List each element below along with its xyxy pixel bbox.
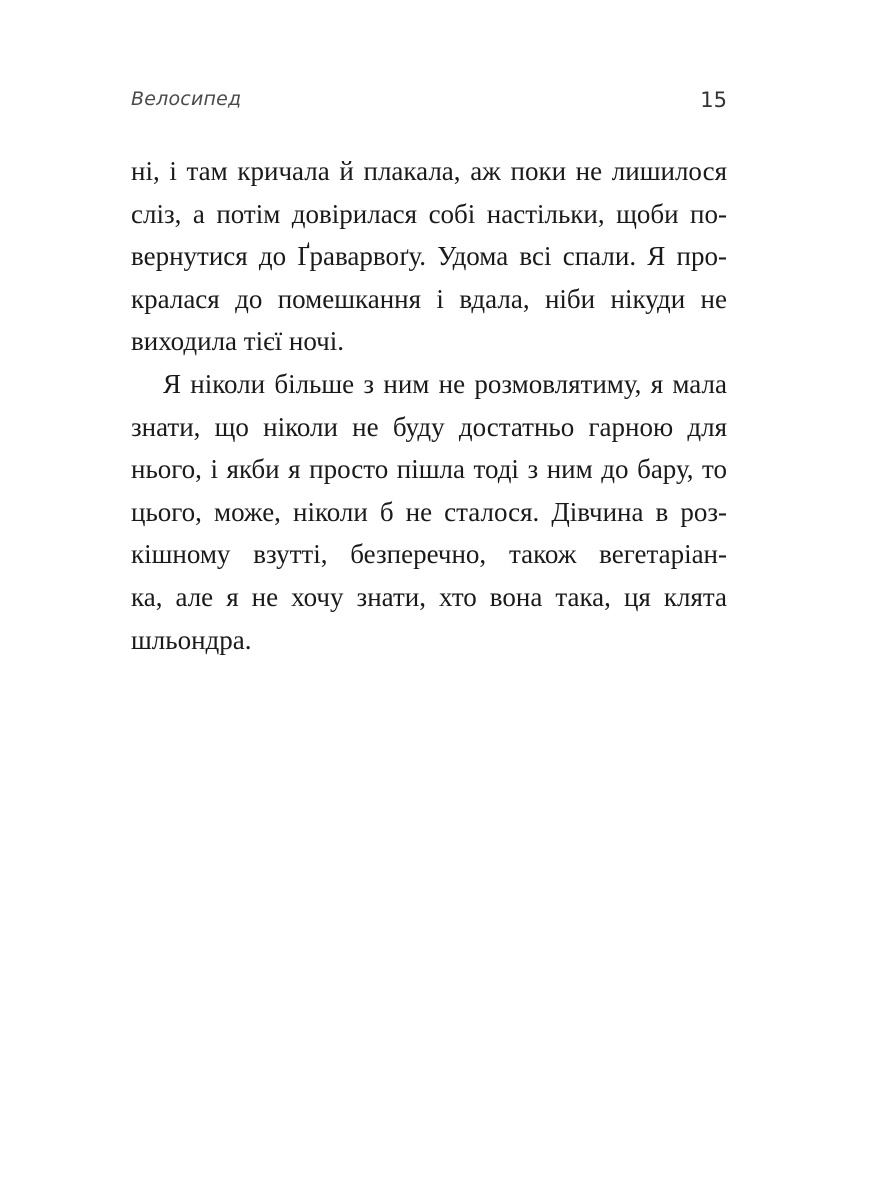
text-line: вернутися до Ґраварвоґу. Удома всі спали. Я про- — [131, 241, 727, 272]
section-title: Велосипед — [131, 88, 242, 110]
text-line: шльондра. — [131, 624, 252, 655]
text-line: Я ніколи більше з ним не розмовлятиму, я мала — [163, 368, 727, 399]
paragraph-1 — [131, 150, 727, 363]
running-head — [131, 88, 727, 118]
text-line: ні, і там кричала й плакала, аж поки не лишилося — [131, 156, 727, 186]
text-line: кішному взутті, безперечно, також вегетаріан- — [131, 539, 727, 570]
text-line: виходила тієї ночі. — [131, 326, 345, 357]
text-line: нього, і якби я просто пішла тоді з ним до бару, то — [131, 454, 727, 485]
page-number: 15 — [700, 88, 727, 112]
text-line: ка, але я не хочу знати, хто вона така, ця клята — [131, 581, 727, 612]
text-line: цього, може, ніколи б не сталося. Дівчина в роз- — [131, 496, 727, 527]
body-text — [131, 150, 727, 661]
text-line: кралася до помешкання і вдала, ніби нікуди не — [131, 283, 727, 314]
paragraph-2 — [131, 363, 727, 661]
text-line: знати, що ніколи не буду достатньо гарною для — [131, 411, 727, 442]
text-line: сліз, а потім довірилася собі настільки, щоби по- — [131, 198, 727, 229]
